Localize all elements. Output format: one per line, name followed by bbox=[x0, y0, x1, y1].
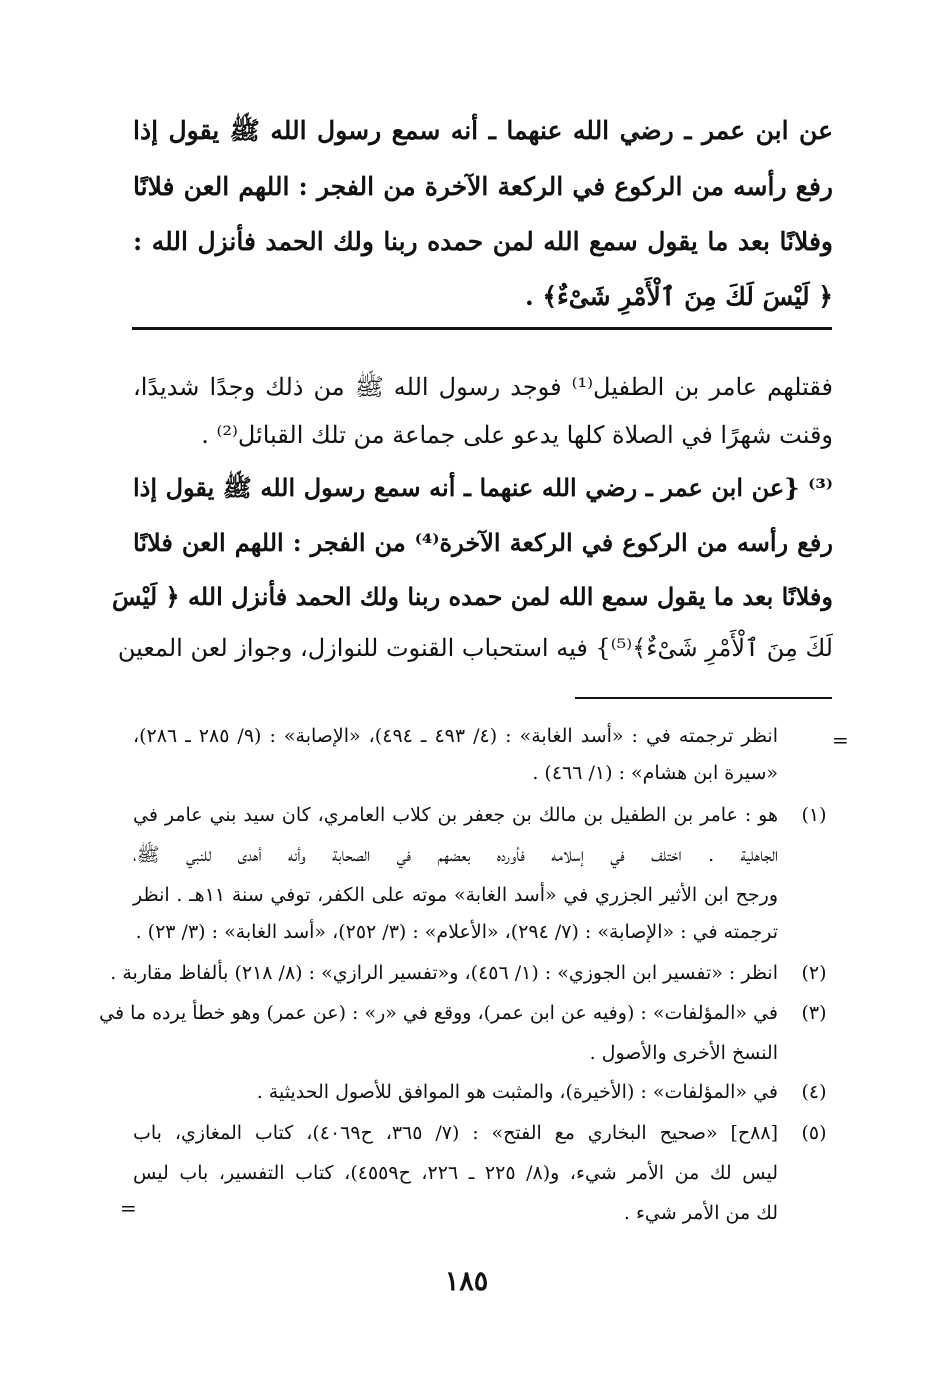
hadith-line: ⁽³⁾ {عن ابن عمر ـ رضي الله عنهما ـ أنه سمع رسول الله ﷺ يقول إذا bbox=[133, 473, 833, 502]
page-number: ١٨٥ bbox=[444, 1266, 489, 1297]
hadith-line: وفلانًا بعد ما يقول سمع الله لمن حمده ربنا ولك الحمد فأنزل الله ﴿ لَيْسَ bbox=[112, 582, 833, 611]
footnote-number: (٣) bbox=[801, 1002, 827, 1024]
header-divider bbox=[132, 327, 832, 330]
footnote-line: هو : عامر بن الطفيل بن مالك بن جعفر بن كلاب العامري، كان سيد بني عامر في bbox=[133, 804, 778, 826]
footnote-line: «سيرة ابن هشام» : (١/ ٤٦٦) . bbox=[532, 762, 778, 784]
continuation-mark: = bbox=[120, 1196, 137, 1220]
header-line: ﴿ لَيْسَ لَكَ مِنَ ٱلْأَمْرِ شَىْءٌ﴾ . bbox=[525, 282, 833, 311]
hadith-line: رفع رأسه من الركوع في الركعة الآخرة⁽⁴⁾ من الفجر : اللهم العن فلانًا bbox=[133, 528, 833, 557]
header-line: وفلانًا بعد ما يقول سمع الله لمن حمده ربنا ولك الحمد فأنزل الله : bbox=[133, 227, 833, 256]
footnote-number: (٤) bbox=[801, 1081, 827, 1103]
header-line: رفع رأسه من الركوع في الركعة الآخرة من الفجر : اللهم العن فلانًا bbox=[133, 172, 833, 201]
body-line: فقتلهم عامر بن الطفيل⁽¹⁾ فوجد رسول الله ﷺ من ذلك وجدًا شديدًا، bbox=[133, 373, 833, 401]
footnote-line: ورجح ابن الأثير الجزري في «أسد الغابة» موته على الكفر، توفي سنة ١١هـ . انظر bbox=[133, 884, 779, 906]
footnote-line: [٨٨ح] «صحيح البخاري مع الفتح» : (٧/ ٣٦٥، ح٤٠٦٩)، كتاب المغازي، باب bbox=[133, 1122, 778, 1144]
footnote-line: انظر : «تفسير ابن الجوزي» : (١/ ٤٥٦)، و«تفسير الرازي» : (٨/ ٢١٨) بألفاظ مقاربة . bbox=[110, 962, 778, 984]
footnote-line: لك من الأمر شيء . bbox=[623, 1202, 778, 1224]
body-line: لَكَ مِنَ ٱلْأَمْرِ شَىْءٌ﴾⁽⁵⁾} فيه استحباب القنوت للنوازل، وجواز لعن المعين bbox=[117, 634, 833, 662]
footnote-line: انظر ترجمته في : «أسد الغابة» : (٤/ ٤٩٣ ـ ٤٩٤)، «الإصابة» : (٩/ ٢٨٥ ـ ٢٨٦)، bbox=[133, 725, 778, 747]
continuation-mark: = bbox=[832, 728, 849, 752]
footnote-number: (٥) bbox=[801, 1122, 827, 1144]
footnote-number: (٢) bbox=[801, 962, 827, 984]
footnote-line: الجاهلية . اختلف في إسلامه فأورده بعضهم في الصحابة وأنه أهدى للنبي ﷺ، bbox=[133, 844, 778, 866]
header-line: عن ابن عمر ـ رضي الله عنهما ـ أنه سمع رسول الله ﷺ يقول إذا bbox=[133, 116, 833, 145]
footnote-line: في «المؤلفات» : (الأخيرة)، والمثبت هو الموافق للأصول الحديثية . bbox=[256, 1081, 778, 1103]
body-line: وقنت شهرًا في الصلاة كلها يدعو على جماعة من تلك القبائل⁽²⁾ . bbox=[201, 421, 833, 449]
footnote-line: النسخ الأخرى والأصول . bbox=[589, 1042, 778, 1064]
footnote-line: ترجمته في : «الإصابة» : (٧/ ٢٩٤)، «الأعلام» : (٣/ ٢٥٢)، «أسد الغابة» : (٣/ ٢٣) . bbox=[135, 921, 778, 943]
footnote-divider bbox=[575, 697, 832, 699]
footnote-line: في «المؤلفات» : (وفيه عن ابن عمر)، ووقع في «ر» : (عن عمر) وهو خطأ يرده ما في bbox=[99, 1002, 778, 1024]
footnote-line: ليس لك من الأمر شيء، و(٨/ ٢٢٥ ـ ٢٢٦، ح٤٥٥٩)، كتاب التفسير، باب ليس bbox=[133, 1162, 778, 1184]
footnote-number: (١) bbox=[801, 804, 827, 826]
